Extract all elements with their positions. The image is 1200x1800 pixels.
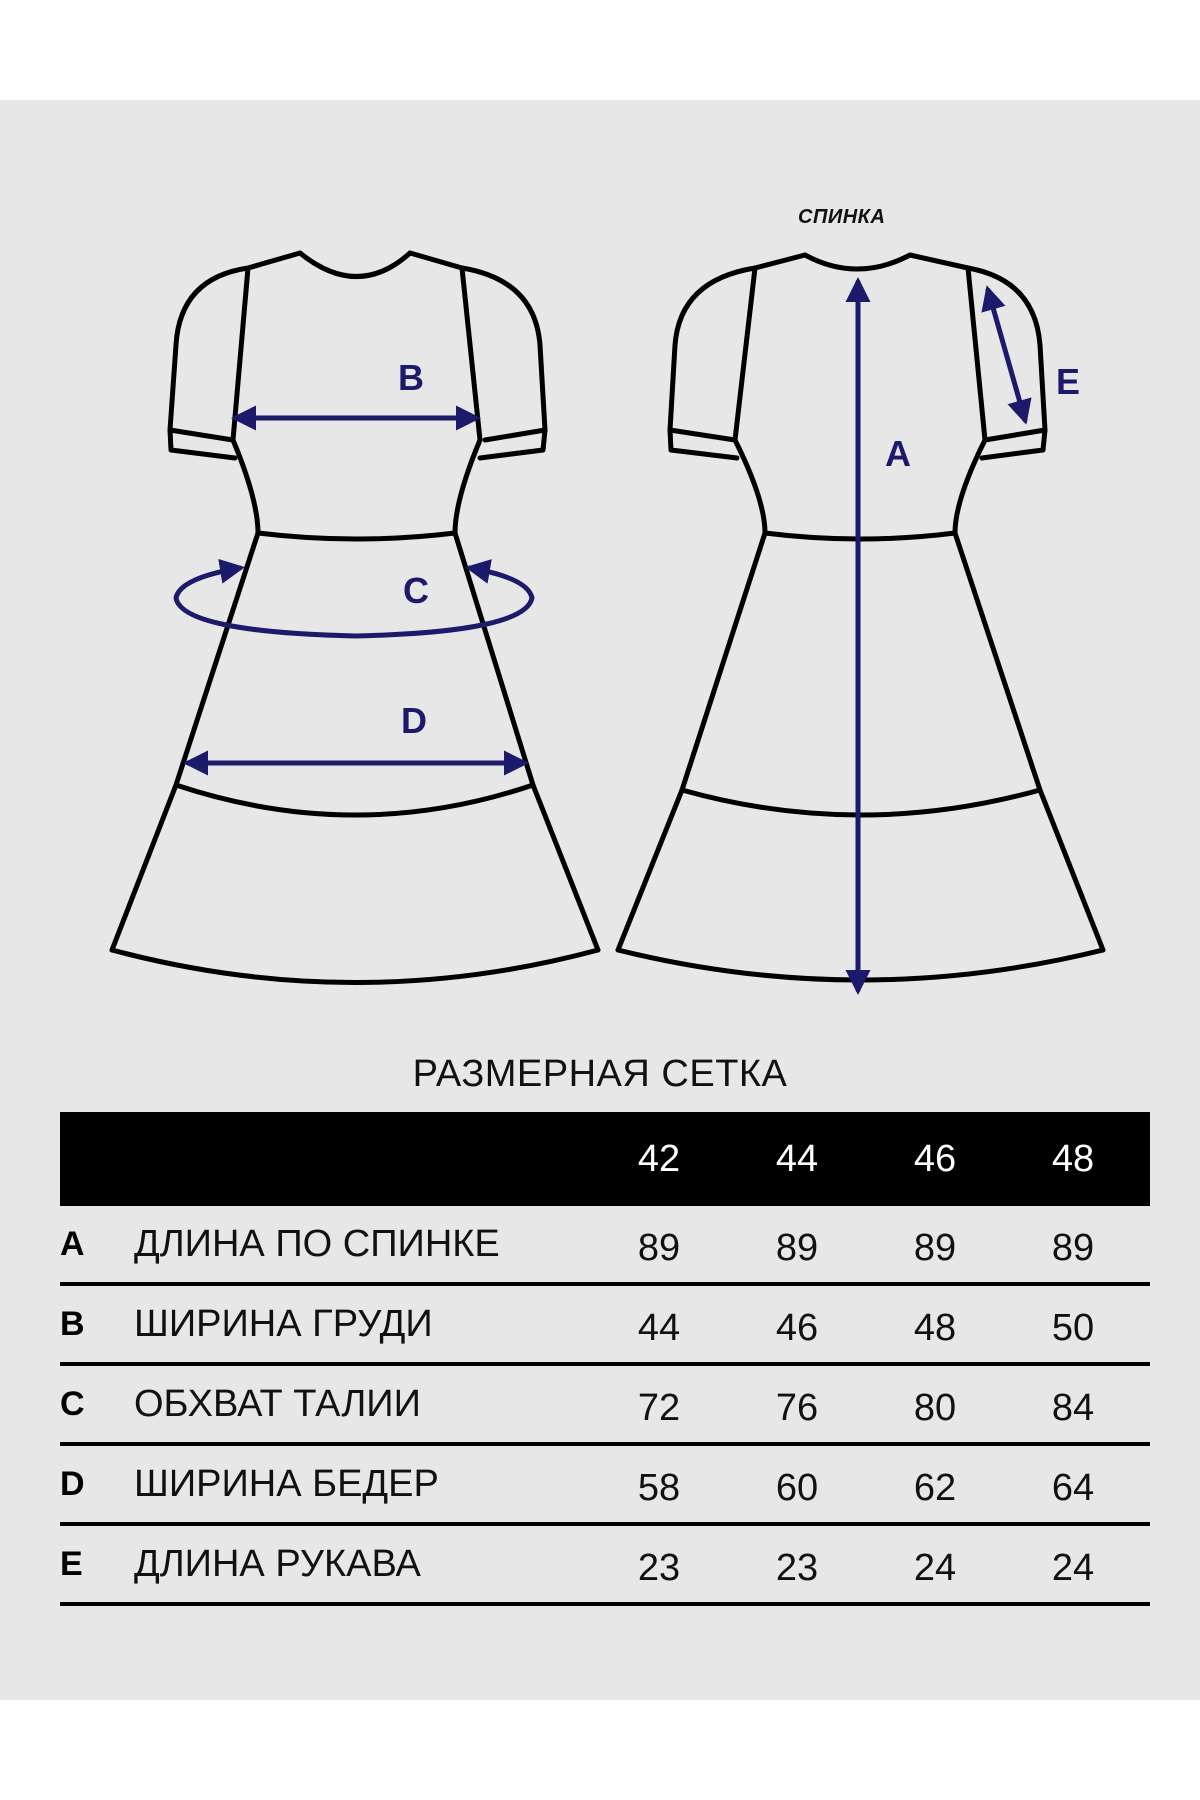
measurement-value: 80 [913, 1386, 957, 1429]
measurement-value: 46 [775, 1306, 819, 1349]
table-row [60, 1446, 1150, 1526]
marker-b: B [398, 357, 424, 398]
measurement-value: 89 [775, 1226, 819, 1269]
measurement-value: 23 [775, 1546, 819, 1589]
measurement-value: 89 [637, 1226, 681, 1269]
measurement-value: 50 [1051, 1306, 1095, 1349]
waist-circumference-arrow-left [176, 568, 356, 636]
marker-e: E [1055, 361, 1081, 402]
marker-a: A [885, 433, 911, 474]
measurement-code: E [60, 1544, 83, 1583]
measurement-label: ДЛИНА ПО СПИНКЕ [134, 1222, 500, 1265]
measurement-value: 72 [637, 1386, 681, 1429]
table-row [60, 1286, 1150, 1366]
measurement-label: ДЛИНА РУКАВА [134, 1542, 421, 1585]
back-measurements [858, 282, 1025, 990]
back-view-label: СПИНКА [798, 206, 886, 228]
marker-d: D [401, 700, 427, 741]
measurement-code: B [60, 1304, 85, 1343]
measurement-label: ОБХВАТ ТАЛИИ [134, 1382, 421, 1425]
measurement-label: ШИРИНА ГРУДИ [134, 1302, 433, 1345]
measurement-value: 48 [913, 1306, 957, 1349]
size-chart-title: РАЗМЕРНАЯ СЕТКА [412, 1053, 788, 1095]
table-row [60, 1206, 1150, 1286]
measurement-value: 23 [637, 1546, 681, 1589]
front-dress-outline [112, 253, 598, 983]
measurement-value: 89 [913, 1226, 957, 1269]
measurement-value: 64 [1051, 1466, 1095, 1509]
size-chart-table [60, 1112, 1150, 1606]
measurement-code: A [60, 1224, 85, 1263]
marker-c: C [403, 570, 429, 611]
front-labels [398, 357, 429, 741]
measurement-value: 60 [775, 1466, 819, 1509]
size-header-cell: 42 [637, 1137, 681, 1180]
front-measurements [176, 418, 532, 763]
measurement-code: C [60, 1384, 85, 1423]
measurement-value: 44 [637, 1306, 681, 1349]
measurement-label: ШИРИНА БЕДЕР [134, 1462, 439, 1505]
sleeve-length-arrow [988, 290, 1025, 420]
size-header-cell: 46 [913, 1137, 957, 1180]
measurement-value: 76 [775, 1386, 819, 1429]
measurement-value: 62 [913, 1466, 957, 1509]
table-row [60, 1526, 1150, 1606]
size-header-cell: 48 [1051, 1137, 1095, 1180]
measurement-value: 24 [1051, 1546, 1095, 1589]
measurement-value: 89 [1051, 1226, 1095, 1269]
measurement-value: 24 [913, 1546, 957, 1589]
size-header-cell: 44 [775, 1137, 819, 1180]
measurement-value: 84 [1051, 1386, 1095, 1429]
measurement-value: 58 [637, 1466, 681, 1509]
measurement-code: D [60, 1464, 85, 1503]
waist-circumference-arrow-right [356, 568, 532, 636]
size-header-row [60, 1112, 1150, 1206]
table-row [60, 1366, 1150, 1446]
